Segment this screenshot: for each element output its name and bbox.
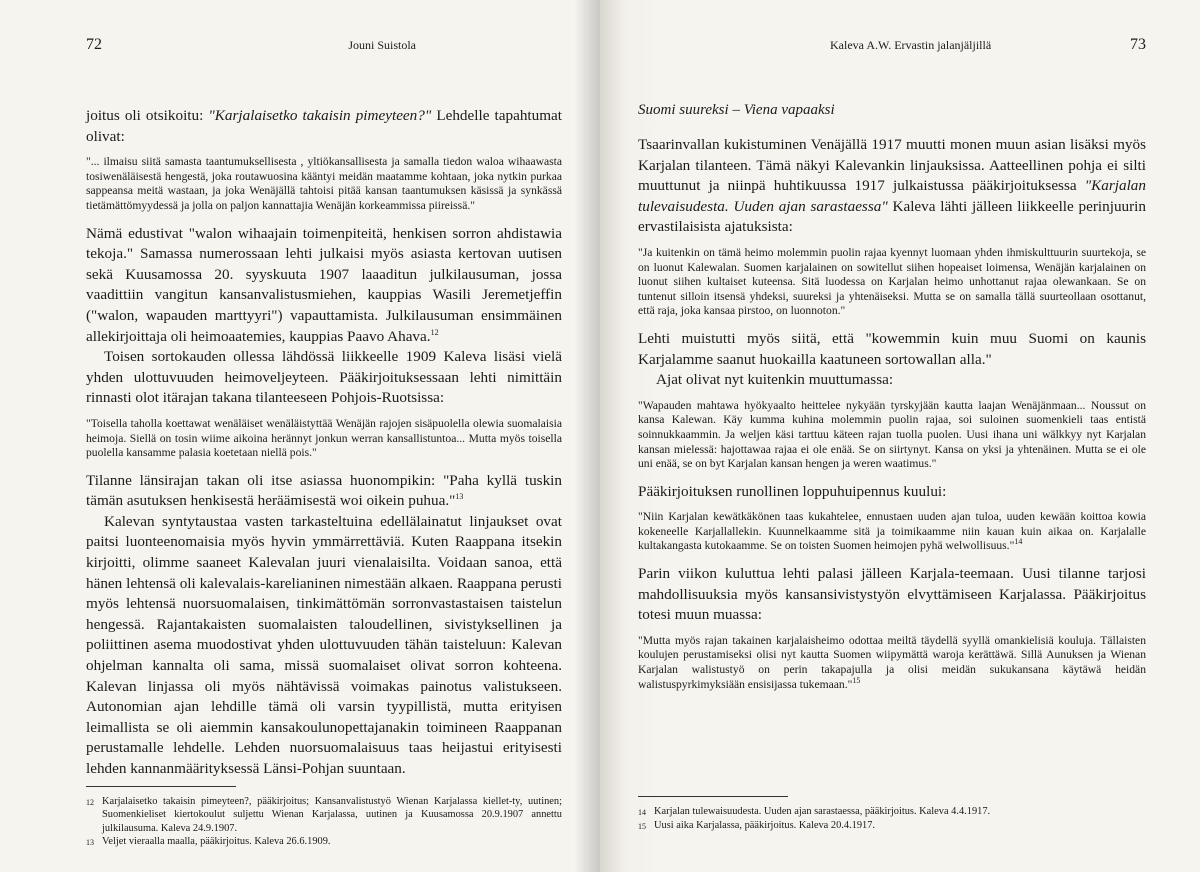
right-running-head [638,36,1146,62]
left-p2-text: Nämä edustivat "walon wihaajain toimenpiteitä, henkisen sorron ahdistawia tekoja." Samassa numerossaan lehti julkaisi myös asiasta kertovan uutisen sekä Kuusamossa 20. syyskuuta 1907 laaaditun julkilausuman, jossa vaadittiin vangitun kansanvalistusmiehen, kauppias Wasili Jeremetjeffin ("walon, wapauden marttyyri") vapauttamista. Julkilausuman ensimmäinen allekirjoittaja oli heimoaatemies, kauppias Paavo Ahava. [86,224,562,345]
left-paragraph-3: Toisen sortokauden ollessa lähdössä liikkeelle 1909 Kaleva lisäsi vielä yhden ulottuvuuden heimoveljeyteen. Pääkirjoituksessaan lehti nimittäin rinnasti olot itärajan takana tilanteeseen Pohjois-Ruotsissa: [86,348,562,407]
footnote-text: Veljet vieraalla maalla, pääkirjoitus. Kaleva 26.6.1909. [102,836,331,848]
footnote-number: 15 [638,822,646,832]
footnote-number: 12 [86,798,94,807]
right-paragraph-2: Lehti muistutti myös siitä, että "kowemmin kuin muu Suomi on kaunis Karjalamme saanut huokailla kaatuneen sortowallan alla." [638,329,1146,368]
left-paragraph-2 [86,224,562,348]
footnote-number: 14 [638,808,646,817]
left-quote-2: "Toisella taholla koettawat wenäläiset wenäläistyttää Wenäjän rajojen sisäpuolella olewia suomalaisia heimoja. Siellä on tosin wiime aikoina herännyt jonkun werran kansallistuntoa... Mutta myös toisella puolella kansamme palasia koetetaan niellä pois." [86,416,562,460]
left-paragraph-4 [86,471,562,512]
right-page-number: 73 [1130,36,1146,53]
footnote-14 [638,805,1146,819]
footnote-ref-15: 15 [852,675,861,685]
left-p1-text-b: Lehdelle tapahtumat olivat: [86,107,563,145]
right-quote-1: "Ja kuitenkin on tämä heimo molemmin puolin rajaa kyennyt luomaan yhden ihmiskulttuurin suurtekoja, se on luonut Kalewalan. Suomen karjalainen on sowitellut siihen hopeaiset loimensa, Wenäjän karjalainen on luonut siihen kultaiset kuteensa. Sitä luodessa on Karjalan heimo unhottanut rajaa olewankaan. Se on tuntenut silloin itsensä yhdeksi, suureksi ja yhtenäiseksi. Mutta se on samalla tällä suurteollaan osottanut, että raja, joka kansaa pirstoo, on luonnoton." [638,245,1146,318]
right-content [638,102,1146,692]
footnote-15 [638,819,1146,833]
footnote-text: Karjalaisetko takaisin pimeyteen?, pääkirjoitus; Kansanvalistustyö Wienan Karjalassa kiellet-ty, uutinen; Suomenkieliset kiertokoulut suljettu Wienan Karjalassa, uutinen ja Kuusamossa 20.9.1907 annettu julkilausuma. Kaleva 24.9.1907. [102,796,562,834]
footnote-text: Karjalan tulewaisuudesta. Uuden ajan sarastaessa, pääkirjoitus. Kaleva 4.4.1917. [654,806,991,817]
footnote-ref-12: 12 [430,327,439,337]
right-p1-text-b: Kaleva lähti jälleen liikkeelle perinjuurin ervastilaisista ajatuksista: [638,197,1146,236]
right-footnote-rule [638,796,788,797]
right-quote-2: "Wapauden mahtawa hyökyaalto heittelee nykyään tyrskyjään kautta laajan Wenäjänmaan... Noussut on kansa Kalewan. Käy kumma kuhina molemmin puolin rajaa, soi suloinen suomenkieli taas entistä soinnukkaammin. Ja weljen käsi tarttuu käteen rajan tuolla puolen. Uusi ihana uni wälkkyy nyt Karjalan kansan mielessä: hajottawaa rajaa ei ole enää. Se on siirtynyt. Kansa on yksi ja yhtenäinen. Mutta se ei ole uni enää, se on byt Karjalan kansan hengen ja weren waatimus." [638,398,1146,471]
footnote-text: Uusi aika Karjalassa, pääkirjoitus. Kaleva 20.4.1917. [654,820,876,832]
footnote-13 [86,835,562,849]
left-footnote-rule [86,786,236,787]
right-q3-text: "Niin Karjalan kewätkäkönen taas kukahtelee, ennustaen uuden ajan tuloa, uuden kewään koittoa kowia kokeneelle Karjallallekin. Kuunnelkaamme sitä ja toimikaamme niin kauan kuin aikaa on. Karjalalle kultakangasta kutokaamme. Se on toisten Suomen heimojen pyhä welwollisuus." [638,510,1146,553]
footnote-ref-13: 13 [455,492,464,502]
right-quote-3 [638,510,1146,554]
right-footnotes [638,796,1146,834]
right-paragraph-3: Ajat olivat nyt kuitenkin muuttumassa: [656,371,894,389]
right-q4-text: "Mutta myös rajan takainen karjalaisheimo odottaa meiltä täydellä syyllä omankielisiä kouluja. Tällaisten koulujen perustamiseksi olisi nyt kautta Suomen wiipymättä waroja kerättäwä. Sillä Aunuksen ja Wienan Karjalan walistustyö on perin takapajulla ja olisi meidän sukukansana käytäwä heidän walistuspyrkimyksiään ensisijassa tukemaan." [638,633,1146,691]
left-p4-text: Tilanne länsirajan takan oli itse asiassa huonompikin: "Paha kyllä tuskin tämän asutuksen henkisestä heräämisestä woi oikein puhua." [86,471,562,510]
right-paragraph-5: Parin viikon kuluttua lehti palasi jälleen Karjala-teemaan. Uusi tilanne tarjosi mahdollisuuksia myös kansansivistystyön elvyttämiseen Karjalassa. Pääkirjoitus totesi muun muassa: [638,565,1146,624]
left-page-number: 72 [86,36,102,53]
footnote-12 [86,795,562,835]
right-page [600,0,1200,872]
section-title: Suomi suureksi – Viena vapaaksi [638,102,835,118]
left-running-title: Jouni Suistola [348,38,416,52]
left-quote-1: "... ilmaisu siitä samasta taantumuksellisesta , yltiökansallisesta ja samalla tiedon waloa wihaawasta tosiwenäläisestä hengestä, joka routawuosina kääntyi meidän maatamme kohtaan, joka nytkin purkaa sappeansa meitä wastaan, ja joka Wenäjällä tahtoisi pitää kansan taantumuksen käsissä ja synkässä tietämättömyydessä ja jolla on paljon kannattajia Wenäjän korkeammissa piireissä." [86,155,562,212]
right-p1-title: "Karjalan tulevaisudesta. Uuden ajan sarastaessa" [638,177,1146,215]
footnote-ref-14: 14 [1014,537,1023,547]
left-footnotes [86,786,562,850]
left-content [86,106,562,780]
left-paragraph-1 [86,106,562,147]
left-running-head [86,36,562,62]
footnote-number: 13 [86,838,94,848]
right-p1-text-a: Tsaarinvallan kukistuminen Venäjällä 1917 muutti monen muun asian lisäksi myös Karjalan tilanteen. Tämä näkyi Kalevankin linjauksissa. Aatteellinen pohja ei silti muuttunut ja niinpä huhtikuussa 1917 julkaistussa pääkirjoituksessa [638,136,1146,195]
left-p1-title: "Karjalaisetko takaisin pimeyteen?" [208,107,432,124]
left-p1-text-a: joitus oli otsikoitu: [86,107,209,124]
right-paragraph-1 [638,135,1146,238]
right-quote-4 [638,634,1146,692]
left-paragraph-5: Kalevan syntytaustaa vasten tarkasteltuina edellälainatut linjaukset ovat paitsi luonteenomaisia myös hyvin ymmärrettäviä. Kuten Raappana itsekin kirjoitti, olimme saaneet Kalevalan juuri vienalaisilta. Voidaan sanoa, että hänen lehtensä oli kalevalais-karelianinen nimestään alkaen. Raappana perusti myös lehtensä nuorsuomalaisen, tinkimättömän sorronvastastaisen taistelun hengessä. Rajantakaisten suomalaisten taloudellinen, sivistyksellinen ja poliittinen asema muodostivat yhden ulottuvuuden tähän taisteluun: Kalevan ohjelman kannalta oli sama, missä suomalaiset olivat sorron kohteena. Kalevan linjassa oli myös nähtävissä voimakas painotus valistukseen. Autonomian ajan lehdille tämä oli varsin tyypillistä, mutta erityisen leimallista se oli aiemmin kansakoulunopettajanakin toimineen Raappanan perustamalle lehdelle. Lehden nuorsuomalaisuus taas heijastui erityisesti lehden kannanmäärityksessä Länsi-Pohjan suuntaan. [86,512,562,777]
right-paragraph-4: Pääkirjoituksen runollinen loppuhuipennus kuului: [638,482,947,500]
right-running-title: Kaleva A.W. Ervastin jalanjäljillä [830,38,992,52]
